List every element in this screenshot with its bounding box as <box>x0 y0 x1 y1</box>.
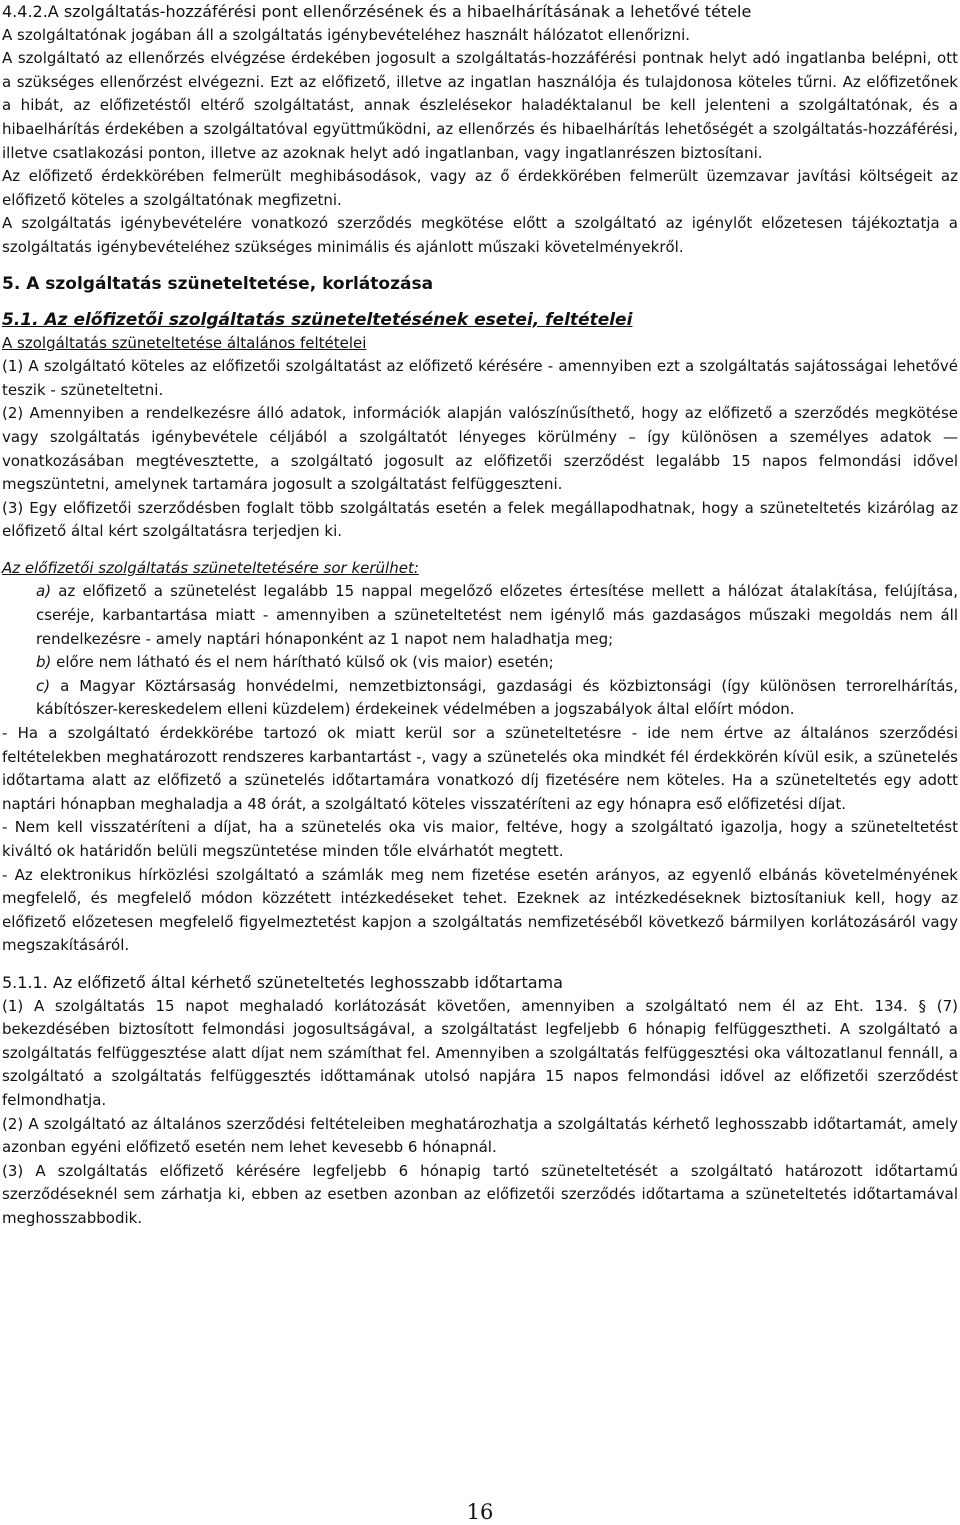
paragraph: - Nem kell visszatéríteni a díjat, ha a szünetelés oka vis maior, feltéve, hogy a szolgáltató igazolja, hogy a szüneteltetést kiváltó ok határidőn belüli megszüntetése minden tőle elvárhatót megtett. <box>2 818 958 860</box>
paragraph: A szolgáltatás igénybevételére vonatkozó szerződés megkötése előtt a szolgáltató az igénylőt előzetesen tájékoztatja a szolgáltatás igénybevételéhez szükséges minimális és ajánlott műszaki követelményekről. <box>2 214 958 256</box>
cases-list <box>2 580 958 722</box>
paragraph: (3) A szolgáltatás előfizető kérésére legfeljebb 6 hónapig tartó szüneteltetését a szolgáltató határozott időtartamú szerződéseknél sem zárhatja ki, ebben az esetben azonban az előfizetői szerződés időtartama a szüneteltetés időtartamával meghosszabbodik. <box>2 1161 958 1227</box>
list-item <box>36 580 958 651</box>
list-item-text: az előfizető a szünetelést legalább 15 nappal megelőző előzetes értesítése mellett a hálózat átalakítása, felújítása, cseréje, karbantartása miatt - amennyiben a szüneteltetést nem igénylő más gazdaságos műszaki megoldás nem áll rendelkezésre - amely naptári hónaponként az 1 napot nem haladhatja meg; <box>36 582 958 648</box>
paragraph: A szolgáltatónak jogában áll a szolgáltatás igénybevételéhez használt hálózatot ellenőrizni. <box>2 25 691 44</box>
page-number: 16 <box>466 1500 494 1524</box>
section-heading-5-1: 5.1. Az előfizetői szolgáltatás szüneteltetésének esetei, feltételei <box>2 309 633 330</box>
list-item-label: b) <box>36 653 52 672</box>
subheading-5-1-1: 5.1.1. Az előfizető által kérhető szüneteltetés leghosszabb időtartama <box>2 972 563 992</box>
section-heading-4-4-2: 4.4.2.A szolgáltatás-hozzáférési pont ellenőrzésének és a hibaelhárításának a lehetővé tétele <box>2 2 752 21</box>
list-item-label: a) <box>36 582 52 601</box>
subheading-cases: Az előfizetői szolgáltatás szüneteltetésére sor kerülhet: <box>2 558 419 577</box>
list-item-label: c) <box>36 676 51 695</box>
paragraph: - Ha a szolgáltató érdekkörébe tartozó ok miatt kerül sor a szüneteltetésre - ide nem értve az általános szerződési feltételekben meghatározott rendszeres karbantartást -, vagy a szünetelés oka mindkét fél érdekkörén kívül esik, a szünetelés időtartama alatt az előfizető a szünetelés időtartamára vonatkozó díj fizetésére nem köteles. Ha a szüneteltetés egy adott naptári hónapban meghaladja a 48 órát, a szolgáltató köteles visszatéríteni az egy hónapra eső előfizetési díjat. <box>2 724 958 813</box>
paragraph: (3) Egy előfizetői szerződésben foglalt több szolgáltatás esetén a felek megállapodhatnak, hogy a szüneteltetés kizárólag az előfizető által kért szolgáltatásra terjedjen ki. <box>2 498 958 541</box>
list-item <box>36 651 958 675</box>
paragraph: (2) Amennyiben a rendelkezésre álló adatok, információk alapján valószínűsíthető, hogy az előfizető a szerződés megkötése vagy szolgáltatás igénybevétele céljából a szolgáltatót lényeges körülmény – így különösen a személyes adatok — vonatkozásában megtévesztette, a szolgáltató jogosult az előfizetői szerződést legalább 15 napos felmondási idővel megszüntetni, amelynek tartamára jogosult a szolgáltatást felfüggeszteni. <box>2 404 958 494</box>
section-heading-5: 5. A szolgáltatás szüneteltetése, korlátozása <box>2 273 434 294</box>
list-item-text: a Magyar Köztársaság honvédelmi, nemzetbiztonsági, gazdasági és közbiztonsági (így különösen terrorelhárítás, kábítószer-kereskedelem elleni küzdelem) érdekeinek védelmében a jogszabályok által előírt módon. <box>36 676 958 719</box>
paragraph: (1) A szolgáltató köteles az előfizetői szolgáltatást az előfizető kérésére - amennyiben ezt a szolgáltatás sajátosságai lehetővé teszik - szüneteltetni. <box>2 357 958 399</box>
list-item <box>36 675 958 722</box>
paragraph: - Az elektronikus hírközlési szolgáltató a számlák meg nem fizetése esetén arányos, az egyenlő elbánás követelményének megfelelő, és megfelelő módon közzétett intézkedéseket tehet. Ezeknek az intézkedéseknek biztosítaniuk kell, hogy az előfizető előzetesen megfelelő figyelmeztetést kapjon a szolgáltatás nemfizetéséből következő bármilyen korlátozásáról vagy megszakításáról. <box>2 865 958 955</box>
list-item-text: előre nem látható és el nem hárítható külső ok (vis maior) esetén; <box>56 653 554 672</box>
paragraph: A szolgáltató az ellenőrzés elvégzése érdekében jogosult a szolgáltatás-hozzáférési pontnak helyt adó ingatlanba belépni, ott a szükséges ellenőrzést elvégezni. Ezt az előfizető, illetve az ingatlan használója és tulajdonosa köteles tűrni. Az előfizetőnek a hibát, az előfizetéstől eltérő szolgáltatást, annak észlelésekor haladéktalanul be kell jelenteni a szolgáltatónak, és a hibaelhárítás érdekében a szolgáltatóval együttműködni, az ellenőrzés és hibaelhárítás lehetőségét a szolgáltatás-hozzáférési, illetve csatlakozási ponton, illetve az azoknak helyt adó ingatlanban, vagy ingatlanrészen biztosítani. <box>2 49 958 162</box>
paragraph: (2) A szolgáltató az általános szerződési feltételeiben meghatározhatja a szolgáltatás kérhető leghosszabb időtartamát, amely azonban egyéni előfizető esetén nem lehet kevesebb 6 hónapnál. <box>2 1114 958 1157</box>
paragraph: (1) A szolgáltatás 15 napot meghaladó korlátozását követően, amennyiben a szolgáltató nem él az Eht. 134. § (7) bekezdésében biztosított felmondási jogosultságával, a szolgáltatást legfeljebb 6 hónapig felfüggesztheti. A szolgáltató a szolgáltatás felfüggesztése alatt díjat nem számíthat fel. Amennyiben a szolgáltatás felfüggesztési oka változatlanul fennáll, a szolgáltató a szolgáltatás felfüggesztés időttamának utolsó napjára 15 napos felmondási idővel az előfizetői szerződést felmondhatja. <box>2 996 958 1109</box>
subheading-general-conditions: A szolgáltatás szüneteltetése általános feltételei <box>2 333 367 352</box>
paragraph: Az előfizető érdekkörében felmerült meghibásodások, vagy az ő érdekkörében felmerült üzemzavar javítási költségeit az előfizető köteles a szolgáltatónak megfizetni. <box>2 167 958 209</box>
